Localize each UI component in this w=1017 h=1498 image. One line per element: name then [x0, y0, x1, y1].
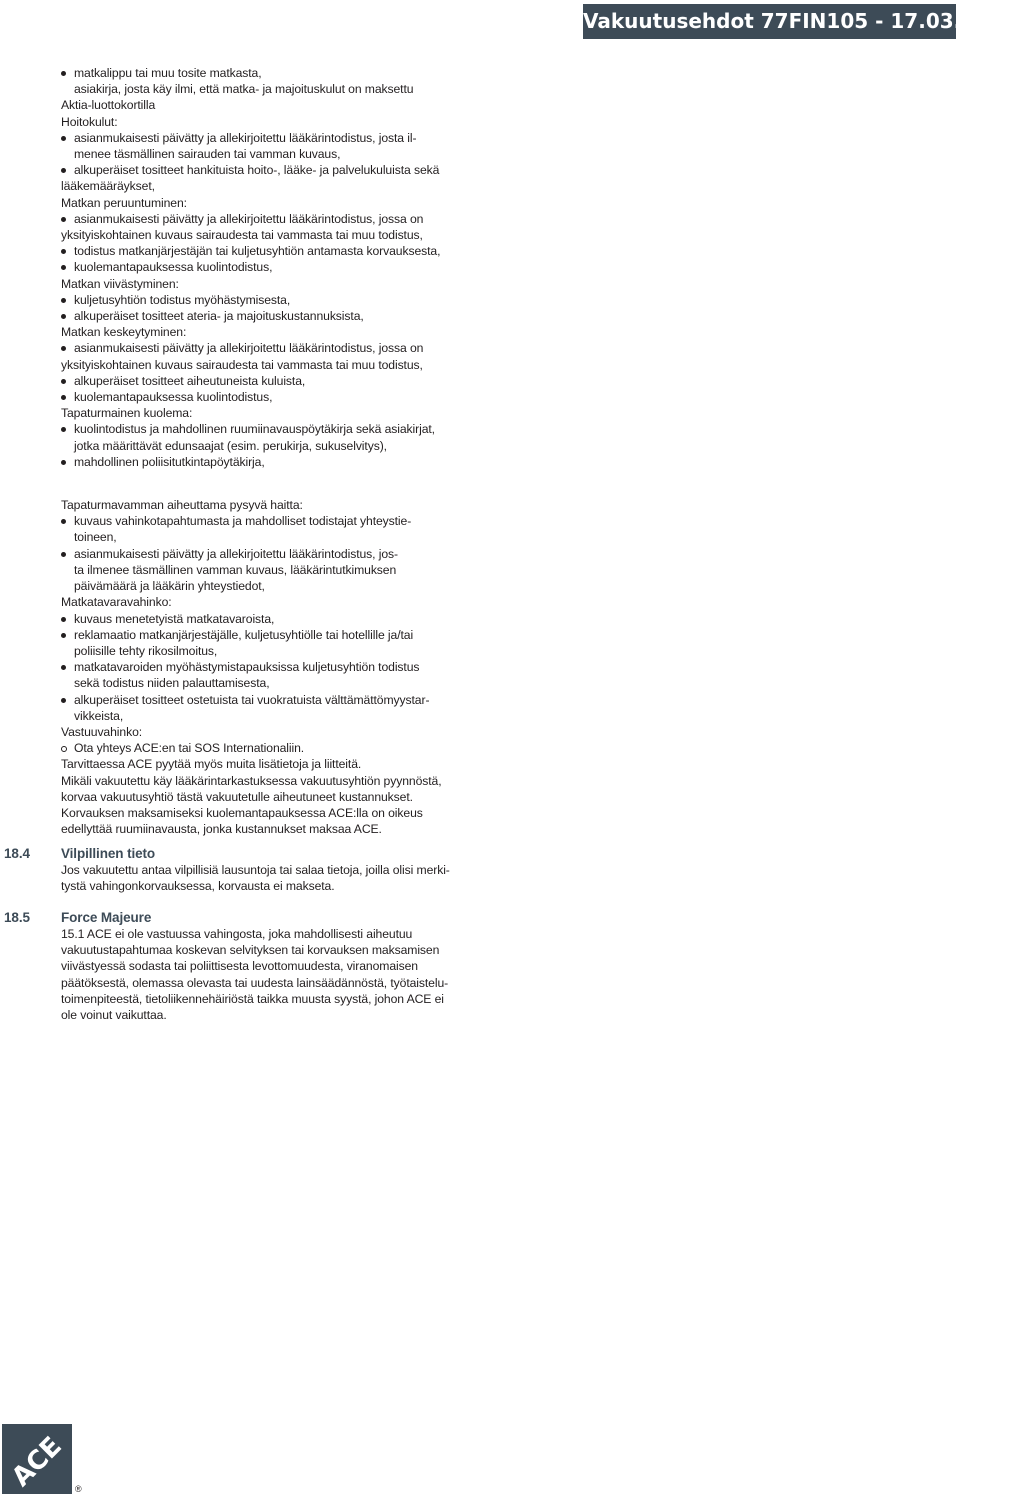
list-item: todistus matkanjärjestäjän tai kuljetusyhtiön antamasta korvauksesta,: [61, 243, 461, 259]
document-title: Vakuutusehdot 77FIN105 - 17.03.2016: [583, 4, 956, 39]
text-line: edellyttää ruumiinavausta, jonka kustannukset maksaa ACE.: [61, 822, 382, 837]
requirements-list: [61, 65, 461, 837]
section-line: tystä vahingonkorvauksessa, korvausta ei makseta.: [61, 879, 335, 894]
text-line: korvaa vakuutusyhtiö tästä vakuutetulle aiheutuneet kustannukset.: [61, 789, 413, 804]
text-line: yksityiskohtainen kuvaus sairaudesta tai vammasta tai muu todistus,: [61, 357, 423, 372]
logo-text: ACE: [6, 1431, 68, 1493]
text-line: Korvauksen maksamiseksi kuolemantapauksessa ACE:lla on oikeus: [61, 805, 423, 820]
requirements-list-part-1: [61, 65, 461, 470]
text-line: lääkemääräykset,: [61, 179, 155, 194]
section-line: 15.1 ACE ei ole vastuussa vahingosta, joka mahdollisesti aiheutuu: [61, 927, 413, 941]
section-line: Jos vakuutettu antaa vilpillisiä lausuntoja tai salaa tietoja, joilla olisi merki-: [61, 863, 450, 877]
list-item: asianmukaisesti päivätty ja allekirjoitettu lääkärintodistus, jos-: [61, 546, 461, 562]
section-number: 18.4: [4, 846, 30, 861]
list-item: kuljetusyhtiön todistus myöhästymisesta,: [61, 292, 461, 308]
section-line: viivästyessä sodasta tai poliittisesta levottomuudesta, viranomaisen: [61, 959, 418, 974]
text-line: Vastuuvahinko:: [61, 724, 143, 739]
text-line: Tarvittaessa ACE pyytää myös muita lisätietoja ja liitteitä.: [61, 757, 362, 772]
text-line: päivämäärä ja lääkärin yhteystiedot,: [74, 579, 265, 594]
list-item: alkuperäiset tositteet ateria- ja majoituskustannuksista,: [61, 308, 461, 324]
list-item: kuolintodistus ja mahdollinen ruumiinavauspöytäkirja sekä asiakirjat,: [61, 421, 461, 437]
list-item: kuolemantapauksessa kuolintodistus,: [61, 259, 461, 275]
text-line: toineen,: [74, 530, 117, 545]
section-line: päätöksestä, olemassa olevasta tai uudesta lainsäädännöstä, työtaistelu-: [61, 975, 449, 990]
list-item: alkuperäiset tositteet ostetuista tai vuokratuista välttämättömyystar-: [61, 692, 461, 708]
text-line: jotka määrittävät edunsaajat (esim. perukirja, sukuselvitys),: [74, 438, 387, 453]
text-line: Mikäli vakuutettu käy lääkärintarkastuksessa vakuutusyhtiön pyynnöstä,: [61, 773, 442, 788]
section-body: [61, 862, 450, 894]
text-line: Matkan peruuntuminen:: [61, 195, 187, 210]
list-item: matkatavaroiden myöhästymistapauksissa kuljetusyhtiön todistus: [61, 659, 461, 675]
list-item: kuvaus menetetyistä matkatavaroista,: [61, 611, 461, 627]
list-item: alkuperäiset tositteet aiheutuneista kuluista,: [61, 373, 461, 389]
text-line: Tapaturmavamman aiheuttama pysyvä haitta:: [61, 498, 303, 513]
text-line: Aktia-luottokortilla: [61, 98, 156, 113]
section-line: toimenpiteestä, tietoliikennehäiriöstä taikka muusta syystä, johon ACE ei: [61, 991, 444, 1006]
text-line: Matkatavaravahinko:: [61, 595, 172, 610]
section-body: [61, 926, 448, 1023]
text-line: Matkan keskeytyminen:: [61, 325, 187, 340]
list-item: asianmukaisesti päivätty ja allekirjoitettu lääkärintodistus, jossa on: [61, 340, 461, 356]
registered-mark: ®: [75, 1484, 82, 1494]
section-line: ole voinut vaikuttaa.: [61, 1008, 167, 1023]
list-item: matkalippu tai muu tosite matkasta,: [61, 65, 461, 81]
list-item: reklamaatio matkanjärjestäjälle, kuljetusyhtiölle tai hotellille ja/tai: [61, 627, 461, 643]
text-line: Tapaturmainen kuolema:: [61, 406, 193, 421]
list-item: mahdollinen poliisitutkintapöytäkirja,: [61, 454, 461, 470]
list-item: asianmukaisesti päivätty ja allekirjoitettu lääkärintodistus, josta il-: [61, 130, 461, 146]
text-line: poliisille tehty rikosilmoitus,: [74, 643, 218, 658]
section-number: 18.5: [4, 910, 30, 925]
list-item: kuvaus vahinkotapahtumasta ja mahdolliset todistajat yhteystie-: [61, 513, 461, 529]
text-line: ta ilmenee täsmällinen vamman kuvaus, lääkärintutkimuksen: [74, 562, 397, 577]
text-line: Hoitokulut:: [61, 114, 118, 129]
ace-logo-icon: [2, 1424, 72, 1494]
list-item: asianmukaisesti päivätty ja allekirjoitettu lääkärintodistus, jossa on: [61, 211, 461, 227]
list-item: kuolemantapauksessa kuolintodistus,: [61, 389, 461, 405]
list-item: alkuperäiset tositteet hankituista hoito-, lääke- ja palvelukuluista sekä: [61, 162, 461, 178]
requirements-list-part-2: [61, 497, 461, 837]
list-item: Ota yhteys ACE:en tai SOS Internationaliin.: [61, 740, 461, 756]
section-title: Vilpillinen tieto: [61, 846, 156, 861]
text-line: asiakirja, josta käy ilmi, että matka- ja majoituskulut on maksettu: [74, 82, 414, 97]
section-line: vakuutustapahtumaa koskevan selvityksen tai korvauksen maksamisen: [61, 943, 440, 958]
section-title: Force Majeure: [61, 910, 152, 925]
text-line: Matkan viivästyminen:: [61, 276, 179, 291]
text-line: sekä todistus niiden palauttamisesta,: [74, 676, 270, 691]
text-line: menee täsmällinen sairauden tai vamman kuvaus,: [74, 147, 341, 162]
text-line: vikkeista,: [74, 708, 124, 723]
text-line: yksityiskohtainen kuvaus sairaudesta tai vammasta tai muu todistus,: [61, 228, 423, 243]
